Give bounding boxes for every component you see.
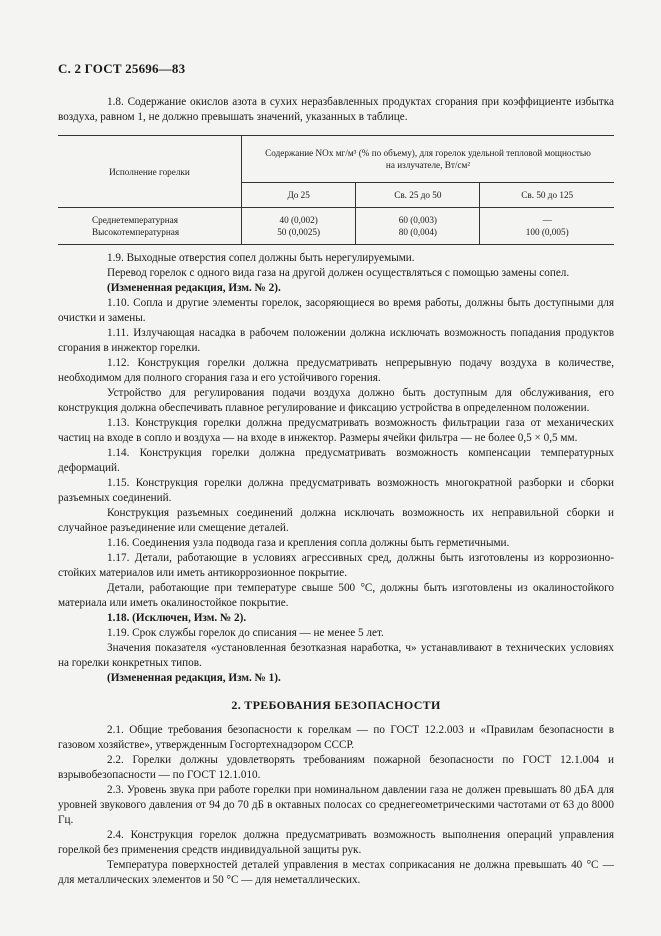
- clause-1-16: 1.16. Соединения узла подвода газа и крепления сопла должны быть герметичными.: [107, 537, 510, 549]
- table-cell: 100 (0,005): [525, 227, 569, 237]
- table-col-values: [480, 208, 614, 245]
- table-sub-header: Св. 25 до 50: [356, 183, 480, 208]
- clause-2-2: 2.2. Горелки должны удовлетворять требованиям пожарной безопасности по ГОСТ 12.1.004 и взрывобезопасности — по ГОСТ 12.1.010.: [58, 754, 614, 781]
- table-sub-header: Св. 50 до 125: [480, 183, 614, 208]
- clause-1-9: 1.9. Выходные отверстия сопел должны быть нерегулируемыми.: [107, 252, 415, 264]
- table-group-header: Содержание NOx мг/м³ (% по объему), для горелок удельной тепловой мощностью на излучателе, Вт/см²: [242, 136, 615, 183]
- clause-1-17: 1.17. Детали, работающие в условиях агрессивных сред, должны быть изготовлены из коррозионно-стойких материалов или иметь антикоррозионное покрытие.: [58, 552, 614, 579]
- clause-1-15-cont: Конструкция разъемных соединений должна исключать возможность их неправильной сборки и случайное разъединение или смещение деталей.: [58, 507, 614, 534]
- table-col-values: [242, 208, 356, 245]
- clause-2-4: 2.4. Конструкция горелок должна предусматривать возможность выполнения операций управления горелкой без применения средств индивидуальной защиты рук.: [58, 829, 614, 856]
- clause-2-1: 2.1. Общие требования безопасности к горелкам — по ГОСТ 12.2.003 и «Правилам безопасности в газовом хозяйстве», утвержденным Госгортехнадзором СССР.: [58, 724, 614, 751]
- clause-1-15: 1.15. Конструкция горелки должна предусматривать возможность многократной разборки и сборки разъемных соединений.: [58, 477, 614, 504]
- clause-1-18: 1.18. (Исключен, Изм. № 2).: [107, 612, 247, 624]
- document-body: [58, 95, 614, 888]
- clause-1-12-cont: Устройство для регулирования подачи воздуха должно быть доступным для обслуживания, его конструкция должна обеспечивать плавное регулирование и фиксацию устройства в определенном положении.: [58, 387, 614, 414]
- clause-1-11: 1.11. Излучающая насадка в рабочем положении должна исключать возможность попадания продуктов сгорания в инжектор горелки.: [58, 327, 614, 354]
- clause-1-19: 1.19. Срок службы горелок до списания — не менее 5 лет.: [107, 627, 384, 639]
- clause-1-8: 1.8. Содержание окислов азота в сухих неразбавленных продуктах сгорания при коэффициенте избытка воздуха, равном 1, не должно превышать значений, указанных в таблице.: [58, 96, 614, 123]
- table-cell: —: [542, 215, 552, 225]
- clause-2-4-cont: Температура поверхностей деталей управления в местах соприкасания не должна превышать 40 °С — для металлических элементов и 50 °С — для неметаллических.: [58, 859, 614, 886]
- table-col-values: [356, 208, 480, 245]
- amendment-note: (Измененная редакция, Изм. № 2).: [107, 282, 281, 294]
- row-name: Среднетемпературная: [92, 215, 178, 225]
- table-cell: 80 (0,004): [398, 227, 437, 237]
- row-name: Высокотемпературная: [92, 227, 180, 237]
- clause-2-3: 2.3. Уровень звука при работе горелки при номинальном давлении газа не должен превышать 80 дБА для уровней звукового давления от 94 до 70 дБ в октавных полосах со среднегеометрическими частотами от 63 до 8000 Гц.: [58, 784, 614, 826]
- clause-1-14: 1.14. Конструкция горелки должна предусматривать возможность компенсации температурных деформаций.: [58, 447, 614, 474]
- nox-table: [58, 135, 614, 245]
- clause-1-10: 1.10. Сопла и другие элементы горелок, засоряющиеся во время работы, должны быть доступными для очистки и замены.: [58, 297, 614, 324]
- amendment-note: (Измененная редакция, Изм. № 1).: [107, 672, 281, 684]
- clause-1-19-cont: Значения показателя «установленная безотказная наработка, ч» устанавливают в технических условиях на горелки конкретных типов.: [58, 642, 614, 669]
- page-header: С. 2 ГОСТ 25696—83: [58, 61, 186, 76]
- clause-1-12: 1.12. Конструкция горелки должна предусматривать непрерывную подачу воздуха в количестве, необходимом для полного сгорания газа и его устойчивого горения.: [58, 357, 614, 384]
- clause-1-13: 1.13. Конструкция горелки должна предусматривать возможность фильтрации газа от механических частиц на входе в сопло и воздуха — на входе в инжектор. Размеры ячейки фильтра — не более 0,5 × 0,5 мм.: [58, 417, 614, 444]
- table-row-names: [58, 208, 242, 245]
- clause-1-9-cont: Перевод горелок с одного вида газа на другой должен осуществляться с помощью замены сопел.: [107, 267, 570, 279]
- table-cell: 50 (0,0025): [277, 227, 321, 237]
- table-row: [58, 208, 614, 245]
- section-title: 2. ТРЕБОВАНИЯ БЕЗОПАСНОСТИ: [231, 698, 441, 712]
- table-col-header-design: Исполнение горелки: [58, 136, 242, 208]
- table-cell: 60 (0,003): [398, 215, 437, 225]
- table-sub-header: До 25: [242, 183, 356, 208]
- table-cell: 40 (0,002): [279, 215, 318, 225]
- clause-1-17-cont: Детали, работающие при температуре свыше 500 °С, должны быть изготовлены из окалиностойкого материала или иметь окалиностойкое покрытие.: [58, 582, 614, 609]
